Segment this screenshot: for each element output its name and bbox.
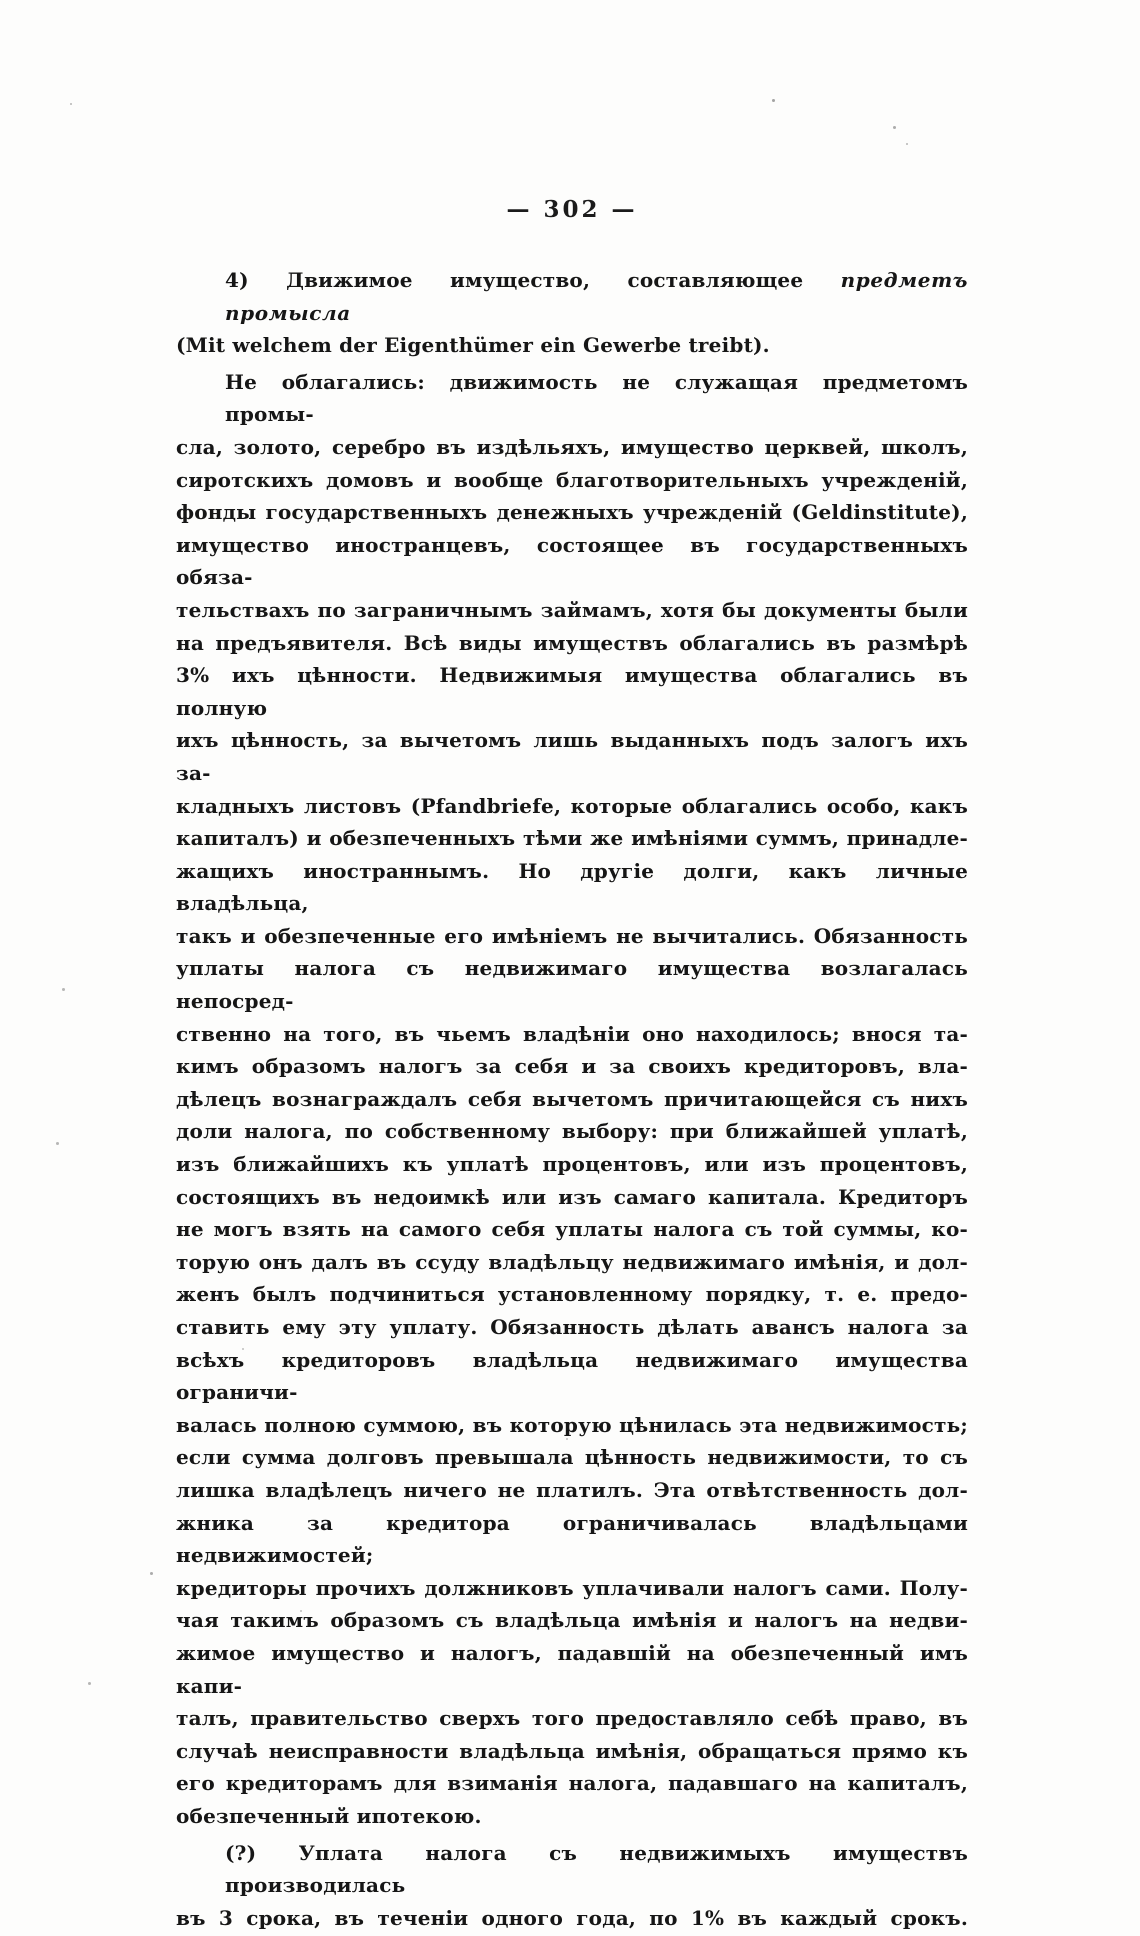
- scan-speckle: [772, 99, 775, 102]
- text-segment: всѣхъ кредиторовъ владѣльца недвижимаго имущества ограничи-: [176, 1347, 968, 1405]
- text-segment: (Mit welchem der Eigenthümer ein Gewerbe treibt).: [176, 333, 770, 358]
- text-segment: Не облагались: движимость не служащая предметомъ промы-: [225, 369, 968, 427]
- text-line: [176, 329, 968, 362]
- text-line: [176, 464, 968, 497]
- text-segment: чая такимъ образомъ съ владѣльца имѣнія и налогъ на недви-: [176, 1608, 968, 1633]
- scan-speckle: [150, 1572, 153, 1575]
- text-segment: не могъ взять на самого себя уплаты налога съ той суммы, ко-: [176, 1217, 968, 1242]
- page-number: — 302 —: [506, 196, 638, 223]
- text-segment: 4) Движимое имущество, составляющее: [225, 268, 841, 292]
- text-line: [176, 1213, 968, 1246]
- text-line: [176, 1507, 968, 1572]
- text-line: [176, 264, 968, 329]
- text-line: [176, 952, 968, 1017]
- text-segment: дѣлецъ вознаграждалъ себя вычетомъ причитающейся съ нихъ: [176, 1086, 968, 1111]
- text-segment: кредиторы прочихъ должниковъ уплачивали налогъ сами. Полу-: [176, 1575, 968, 1600]
- text-segment: имущество иностранцевъ, состоящее въ государственныхъ обяза-: [176, 532, 968, 590]
- text-segment: сиротскихъ домовъ и вообще благотворительныхъ учрежденій,: [176, 467, 968, 492]
- paragraph: [176, 264, 968, 362]
- text-segment: въ 3 срока, въ теченіи одного года, по 1% въ каждый срокъ.: [176, 1905, 968, 1930]
- text-line: [176, 1278, 968, 1311]
- text-segment: случаѣ неисправности владѣльца имѣнія, обращаться прямо къ: [176, 1738, 968, 1763]
- emphasized-text: предметъ промысла: [225, 268, 968, 325]
- text-segment: ственно на того, въ чьемъ владѣніи оно находилось; внося та-: [176, 1021, 968, 1046]
- text-line: [176, 1637, 968, 1702]
- text-segment: на предъявителя. Всѣ виды имуществъ облагались въ размѣрѣ: [176, 630, 968, 655]
- text-line: [176, 1181, 968, 1214]
- text-segment: фонды государственныхъ денежныхъ учрежденій (Geldinstitute),: [176, 500, 968, 525]
- text-segment: сла, золото, серебро въ издѣльяхъ, имущество церквей, школъ,: [176, 434, 968, 459]
- text-segment: его кредиторамъ для взиманія налога, падавшаго на капиталъ,: [176, 1771, 968, 1796]
- scan-speckle: [70, 103, 72, 105]
- text-segment: (?) Уплата налога съ недвижимыхъ имуществъ производилась: [225, 1840, 968, 1898]
- text-segment: талъ, правительство сверхъ того предоставляло себѣ право, въ: [176, 1706, 968, 1731]
- text-segment: 3% ихъ цѣнности. Недвижимыя имущества облагались въ полную: [176, 663, 968, 720]
- text-line: [176, 627, 968, 660]
- text-line: [176, 855, 968, 920]
- text-segment: жащихъ иностраннымъ. Но другіе долги, какъ личные владѣльца,: [176, 858, 968, 916]
- text-segment: изъ ближайшихъ къ уплатѣ процентовъ, или изъ процентовъ,: [176, 1152, 968, 1177]
- text-segment: жника за кредитора ограничивалась владѣльцами недвижимостей;: [176, 1510, 968, 1568]
- text-segment: тельствахъ по заграничнымъ займамъ, хотя бы документы были: [176, 597, 968, 622]
- scan-speckle: [893, 126, 896, 129]
- scan-speckle: [88, 1682, 91, 1685]
- text-segment: состоящихъ въ недоимкѣ или изъ самаго капитала. Кредиторъ: [176, 1184, 968, 1209]
- text-line: [176, 1409, 968, 1442]
- text-line: [176, 1702, 968, 1735]
- text-line: [176, 1246, 968, 1279]
- text-line: [176, 1115, 968, 1148]
- text-line: [176, 1902, 968, 1935]
- text-segment: валась полною суммою, въ которую цѣнилась эта недвижимость;: [176, 1412, 968, 1437]
- text-line: [176, 822, 968, 855]
- text-segment: если сумма долговъ превышала цѣнность недвижимости, то съ: [176, 1445, 968, 1470]
- text-line: [176, 920, 968, 953]
- text-line: [176, 431, 968, 464]
- scan-speckle: [242, 1348, 244, 1350]
- text-line: [176, 1474, 968, 1507]
- scan-speckle: [62, 988, 65, 991]
- scan-speckle: [566, 1438, 568, 1440]
- text-line: [176, 1148, 968, 1181]
- text-segment: такъ и обезпеченные его имѣніемъ не вычитались. Обязанность: [176, 923, 968, 948]
- text-line: [176, 724, 968, 789]
- text-segment: ихъ цѣнность, за вычетомъ лишь выданныхъ подъ залогъ ихъ за-: [176, 728, 968, 785]
- paragraph: [176, 366, 968, 1833]
- text-line: [176, 790, 968, 823]
- text-line: [176, 659, 968, 724]
- text-line: [176, 1735, 968, 1768]
- text-line: [176, 366, 968, 431]
- text-segment: кладныхъ листовъ (Pfandbriefe, которые облагались особо, какъ: [176, 793, 968, 818]
- text-segment: жимое имущество и налогъ, падавшій на обезпеченный имъ капи-: [176, 1640, 968, 1698]
- paragraph: [176, 1837, 968, 1935]
- text-line: [176, 1572, 968, 1605]
- scan-speckle: [56, 1142, 59, 1145]
- text-line: [176, 1837, 968, 1902]
- scan-speckle: [906, 143, 908, 145]
- text-line: [176, 594, 968, 627]
- text-segment: женъ былъ подчиниться установленному порядку, т. е. предо-: [176, 1282, 968, 1307]
- text-line: [176, 529, 968, 594]
- text-line: [176, 1018, 968, 1051]
- text-line: [176, 1767, 968, 1800]
- text-line: [176, 1800, 968, 1833]
- text-segment: уплаты налога съ недвижимаго имущества возлагалась непосред-: [176, 956, 968, 1014]
- text-segment: капиталъ) и обезпеченныхъ тѣми же имѣніями суммъ, принадле-: [176, 826, 968, 851]
- text-segment: доли налога, по собственному выбору: при ближайшей уплатѣ,: [176, 1119, 968, 1144]
- scan-speckle: [658, 1747, 661, 1750]
- text-line: [176, 1311, 968, 1344]
- text-line: [176, 496, 968, 529]
- text-line: [176, 1441, 968, 1474]
- text-block: [176, 264, 968, 1934]
- text-line: [176, 1604, 968, 1637]
- text-segment: лишка владѣлецъ ничего не платилъ. Эта отвѣтственность дол-: [176, 1477, 968, 1502]
- text-line: [176, 1344, 968, 1409]
- text-segment: торую онъ далъ въ ссуду владѣльцу недвижимаго имѣнія, и дол-: [176, 1249, 968, 1274]
- text-line: [176, 1050, 968, 1083]
- text-segment: кимъ образомъ налогъ за себя и за своихъ кредиторовъ, вла-: [176, 1054, 968, 1079]
- text-segment: обезпеченный ипотекою.: [176, 1803, 482, 1828]
- text-line: [176, 1083, 968, 1116]
- scan-speckle: [300, 1610, 302, 1612]
- text-segment: ставить ему эту уплату. Обязанность дѣлать авансъ налога за: [176, 1315, 968, 1339]
